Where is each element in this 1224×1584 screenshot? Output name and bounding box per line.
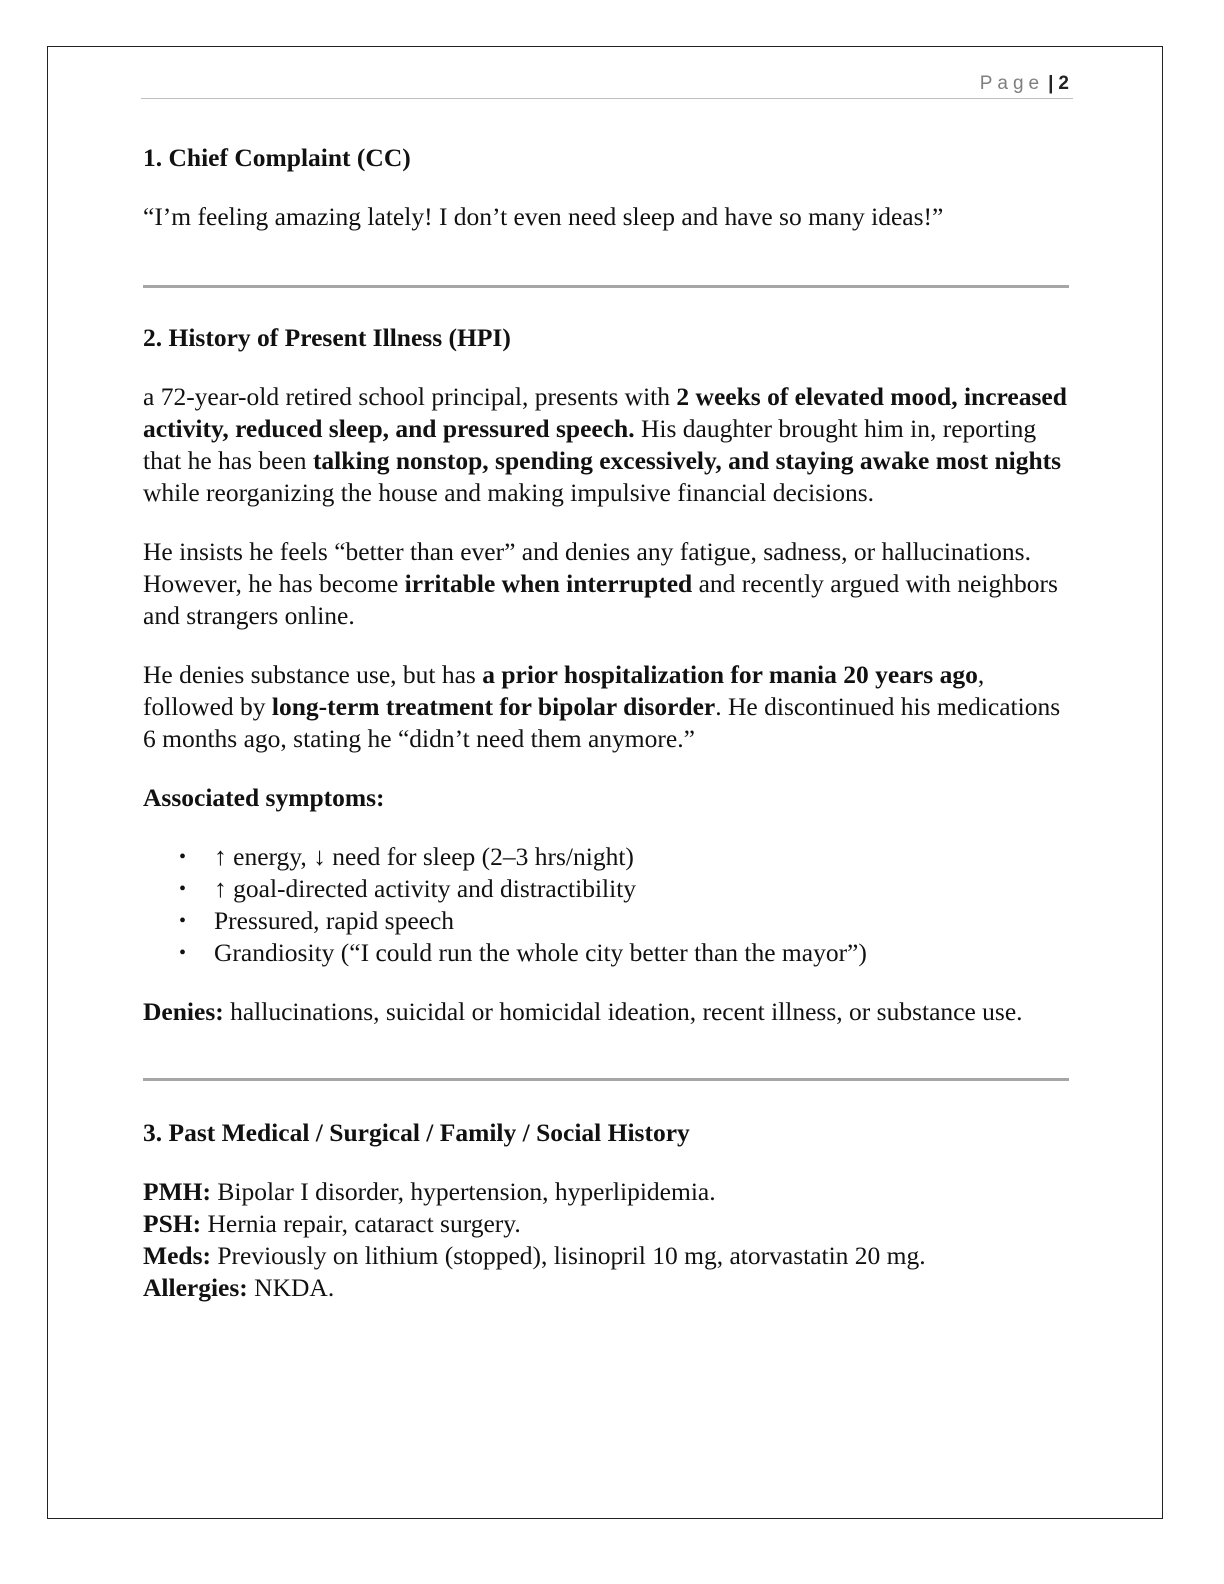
text-run: He denies substance use, but has — [143, 660, 483, 689]
page-number: 2 — [1058, 73, 1069, 94]
history-block — [143, 1176, 1068, 1304]
symptom-list — [143, 841, 1068, 969]
page-number-area — [980, 72, 1069, 96]
page-label: Page — [979, 73, 1045, 94]
psh-line — [143, 1208, 1068, 1240]
list-item — [143, 873, 1068, 905]
meds-text: Previously on lithium (stopped), lisinopril 10 mg, atorvastatin 20 mg. — [210, 1241, 926, 1270]
pmh-line — [143, 1176, 1068, 1208]
list-item — [143, 841, 1068, 873]
symptom-text: Pressured, rapid speech — [214, 906, 455, 935]
bullet-icon: • — [179, 910, 187, 932]
bullet-icon: • — [179, 878, 187, 900]
pmh-text: Bipolar I disorder, hypertension, hyperlipidemia. — [210, 1177, 716, 1206]
psh-text: Hernia repair, cataract surgery. — [201, 1209, 521, 1238]
text-run: He insists he feels “better than ever” and denies any fatigue, sadness, or hallucinations. However, he has become — [143, 537, 1031, 598]
bold-run: long-term treatment for bipolar disorder — [271, 692, 716, 721]
text-run: His daughter brought him in, reporting that he has been — [143, 414, 1037, 475]
denies-label: Denies: — [143, 997, 224, 1026]
chief-complaint-quote: “I’m feeling amazing lately! I don’t even need sleep and have so many ideas!” — [143, 202, 944, 231]
hpi-paragraph-3 — [143, 659, 1068, 755]
allergies-text: NKDA. — [247, 1273, 335, 1302]
section-divider — [143, 285, 1069, 288]
text-run: a 72-year-old retired school principal, presents with — [143, 382, 677, 411]
document-body — [143, 142, 1068, 1304]
page-header — [141, 72, 1073, 99]
bullet-icon: • — [179, 942, 187, 964]
meds-line — [143, 1240, 1068, 1272]
psh-label: PSH: — [143, 1209, 202, 1238]
bold-run: talking nonstop, spending excessively, and staying awake most nights — [312, 446, 1062, 475]
section-divider — [143, 1078, 1069, 1081]
bold-run: irritable when interrupted — [404, 569, 693, 598]
chief-complaint-heading: 1. Chief Complaint (CC) — [143, 143, 411, 172]
pmh-label: PMH: — [143, 1177, 211, 1206]
symptom-text: Grandiosity (“I could run the whole city better than the mayor”) — [214, 938, 867, 967]
text-run: and recently argued with neighbors and strangers online. — [143, 569, 1058, 630]
bold-run: a prior hospitalization for mania 20 years ago — [482, 660, 978, 689]
hpi-heading: 2. History of Present Illness (HPI) — [143, 323, 511, 352]
allergies-line — [143, 1272, 1068, 1304]
associated-symptoms-heading: Associated symptoms: — [143, 783, 385, 812]
bullet-icon: • — [179, 846, 187, 868]
list-item — [143, 905, 1068, 937]
symptom-text: ↑ goal-directed activity and distractibility — [214, 874, 637, 903]
text-run: while reorganizing the house and making impulsive financial decisions. — [143, 478, 875, 507]
text-run: . He discontinued his medications 6 months ago, stating he “didn’t need them anymore.” — [143, 692, 1061, 753]
page-separator: | — [1048, 73, 1054, 94]
history-heading: 3. Past Medical / Surgical / Family / Social History — [143, 1118, 690, 1147]
hpi-paragraph-2 — [143, 536, 1068, 632]
meds-label: Meds: — [143, 1241, 211, 1270]
bold-run: 2 weeks of elevated mood, increased activity, reduced sleep, and pressured speech. — [143, 382, 1067, 443]
hpi-paragraph-1 — [143, 381, 1068, 509]
symptom-text: ↑ energy, ↓ need for sleep (2–3 hrs/night) — [214, 842, 634, 871]
allergies-label: Allergies: — [143, 1273, 248, 1302]
denies-paragraph — [143, 996, 1068, 1028]
list-item — [143, 937, 1068, 969]
denies-text: hallucinations, suicidal or homicidal ideation, recent illness, or substance use. — [223, 997, 1023, 1026]
text-run: , followed by — [143, 660, 985, 721]
